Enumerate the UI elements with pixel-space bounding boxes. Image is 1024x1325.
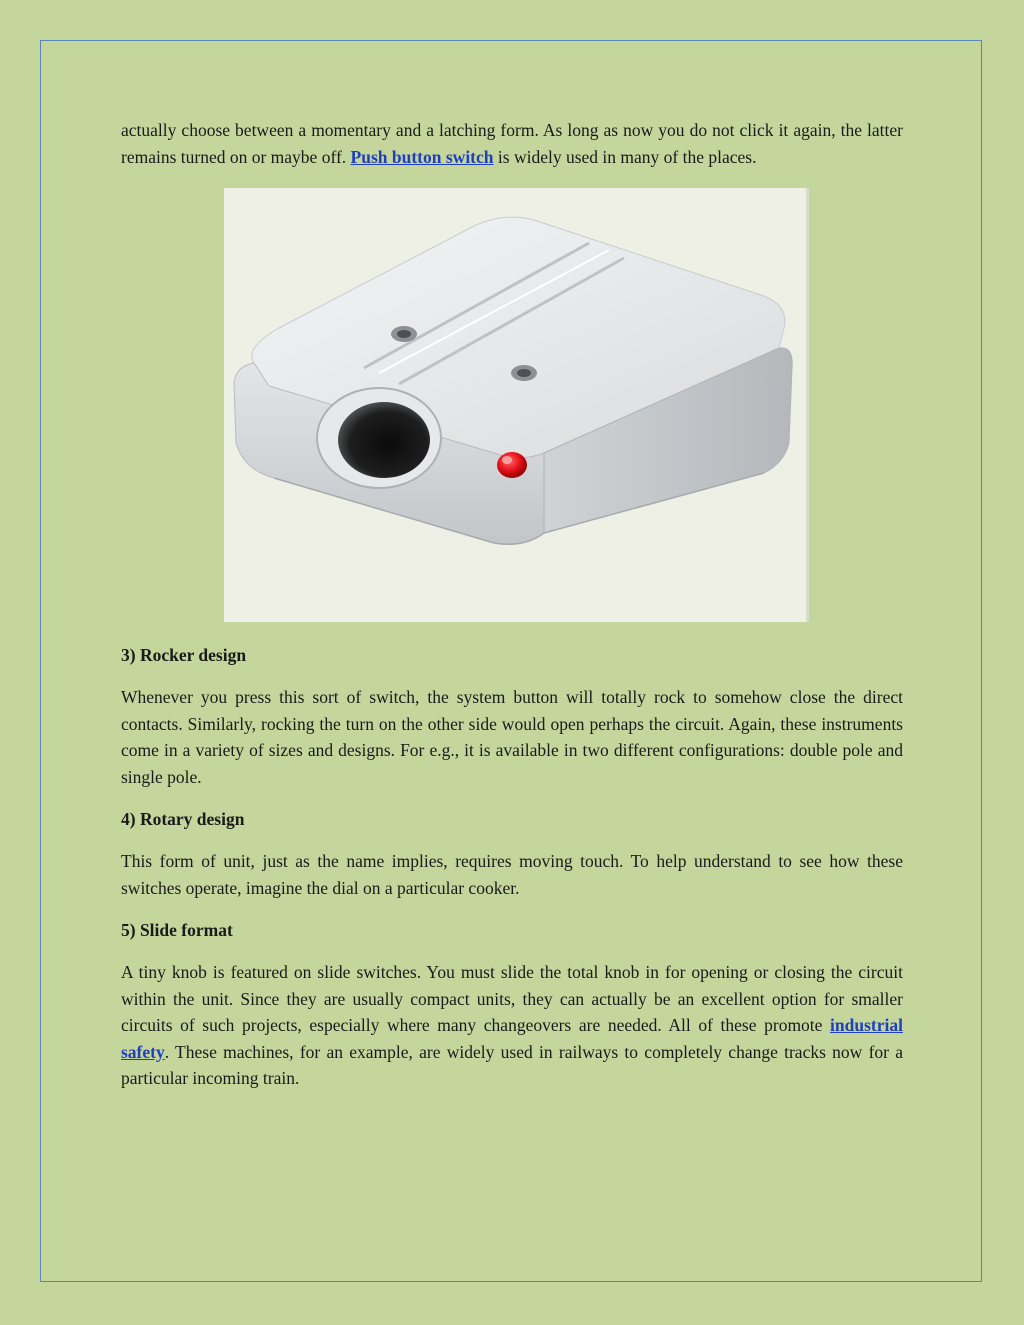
heading-slide-format: 5) Slide format (121, 920, 233, 940)
slide-text-after-link: . These machines, for an example, are widely used in railways to completely change tracks now for a particular incoming train. (121, 1041, 903, 1088)
screw-hole-2-inner (517, 369, 531, 377)
intro-paragraph (121, 117, 903, 170)
heading-rocker-design: 3) Rocker design (121, 645, 247, 665)
push-button-switch-photo (224, 188, 809, 622)
rotary-design-paragraph: This form of unit, just as the name implies, requires moving touch. To help understand to see how these switches operate, imagine the dial on a particular cooker. (121, 851, 903, 898)
indicator-light-highlight (502, 456, 512, 464)
switch-illustration (224, 188, 806, 622)
slide-format-paragraph (121, 959, 903, 1092)
screw-hole-1-inner (397, 330, 411, 338)
intro-text-before-link: actually choose between a momentary and a latching form. As long as now you do not click it again, the latter remains turned on or maybe off. (121, 120, 903, 167)
slide-text-before-link: A tiny knob is featured on slide switches. You must slide the total knob in for opening or closing the circuit within the unit. Since they are usually compact units, they can actually be an excellent option for smaller circuits of such projects, especially where many changeovers are needed. All of these promote (121, 962, 903, 1035)
heading-rotary-design: 4) Rotary design (121, 809, 245, 829)
rocker-design-paragraph: Whenever you press this sort of switch, the system button will totally rock to somehow close the direct contacts. Similarly, rocking the turn on the other side would open perhaps the circuit. Again, these instruments come in a variety of sizes and designs. For e.g., it is available in two different configurations: double pole and single pole. (121, 687, 903, 787)
industrial-safety-link[interactable]: industrial safety (121, 1015, 903, 1062)
indicator-light (497, 452, 527, 478)
push-button-switch-link[interactable]: Push button switch (350, 146, 494, 167)
intro-text-after-link: is widely used in many of the places. (493, 146, 757, 167)
document-content (121, 117, 903, 1092)
push-button-recess (338, 402, 430, 478)
